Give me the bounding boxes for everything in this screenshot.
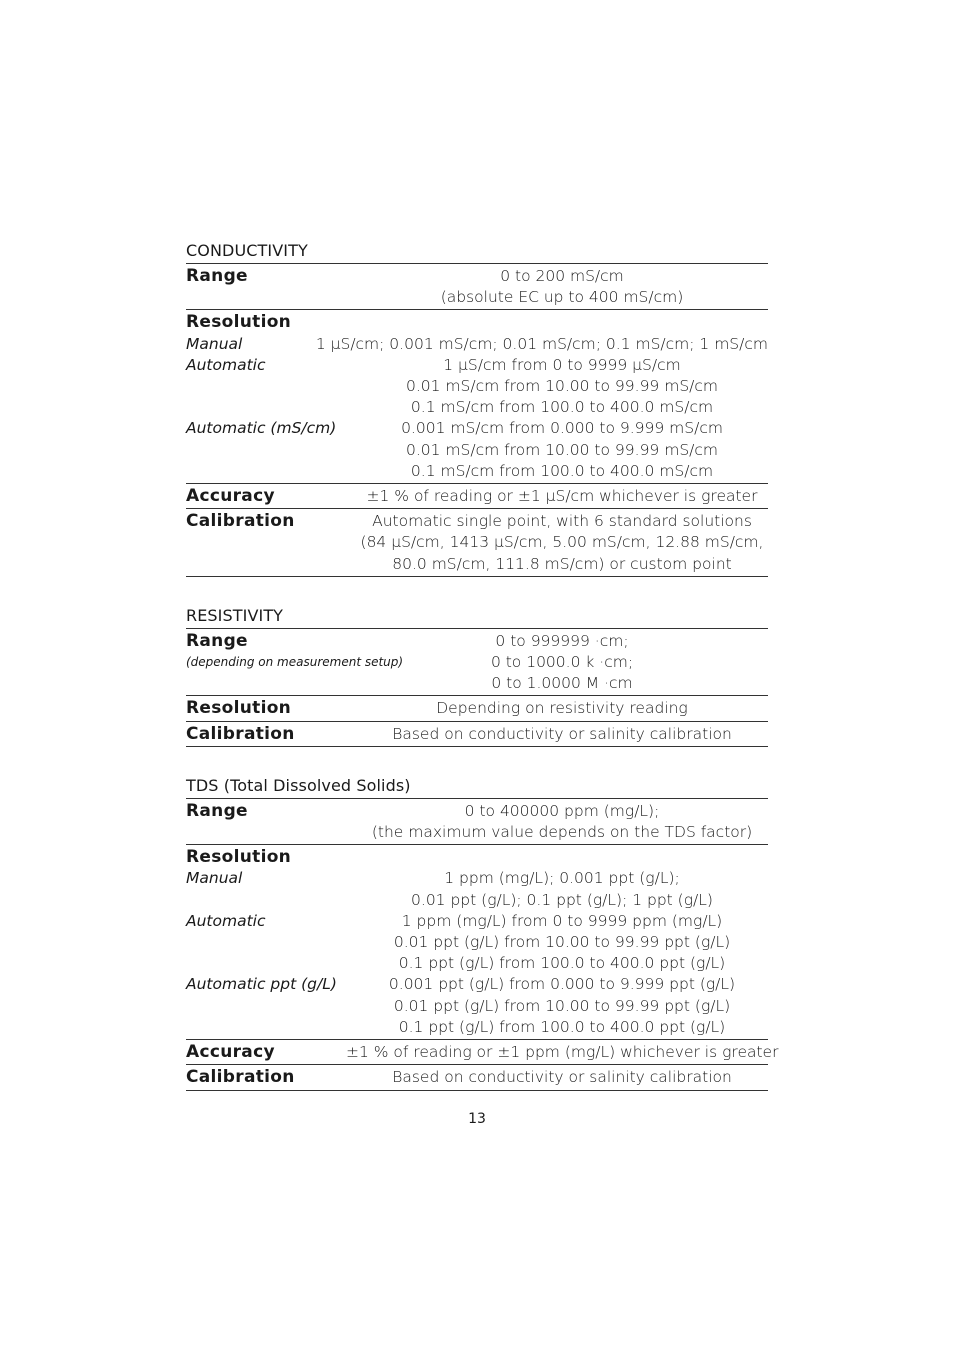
conductivity-range-value: 0 to 200 mS/cm (absolute EC up to 400 mS/cm) xyxy=(440,267,684,307)
calibration-label: Calibration xyxy=(186,511,295,532)
resistivity-title: RESISTIVITY xyxy=(186,605,768,629)
tds-range-row xyxy=(186,799,768,845)
automatic-ms-value: 0.001 mS/cm from 0.000 to 9.999 mS/cm 0.01 mS/cm from 10.00 to 99.99 mS/cm 0.1 mS/cm from 100.0 to 400.0 mS/cm xyxy=(401,419,723,480)
conductivity-accuracy-value: ±1 % of reading or ±1 μS/cm whichever is greater xyxy=(366,487,758,506)
automatic-value: 1 ppm (mg/L) from 0 to 9999 ppm (mg/L) 0.01 ppt (g/L) from 10.00 to 99.99 ppt (g/L) 0.1 ppt (g/L) from 100.0 to 400.0 ppt (g/L) xyxy=(393,911,731,973)
page-number: 13 xyxy=(468,1111,486,1127)
range-label: Range xyxy=(186,266,248,286)
conductivity-title: CONDUCTIVITY xyxy=(186,240,768,264)
automatic-label: Automatic xyxy=(186,355,266,374)
tds-title: TDS (Total Dissolved Solids) xyxy=(186,775,768,799)
conductivity-resolution-row xyxy=(186,310,768,484)
range-note: (depending on measurement setup) xyxy=(186,655,404,670)
conductivity-calibration-value: Automatic single point, with 6 standard solutions (84 μS/cm, 1413 μS/cm, 5.00 mS/cm, 12.88 mS/cm, 80.0 mS/cm, 111.8 mS/cm) or custom point xyxy=(360,512,764,573)
conductivity-range-row xyxy=(186,264,768,310)
resolution-label: Resolution xyxy=(186,847,292,868)
tds-range-value: 0 to 400000 ppm (mg/L); (the maximum value depends on the TDS factor) xyxy=(371,801,753,842)
calibration-label: Calibration xyxy=(186,723,295,744)
tds-calibration-row xyxy=(186,1065,768,1090)
conductivity-calibration-row xyxy=(186,509,768,577)
tds-resolution-row xyxy=(186,845,768,1040)
automatic-ppt-value: 0.001 ppt (g/L) from 0.000 to 9.999 ppt (g/L) 0.01 ppt (g/L) from 10.00 to 99.99 ppt (g/L) 0.1 ppt (g/L) from 100.0 to 400.0 ppt (g/L) xyxy=(388,975,736,1036)
manual-label: Manual xyxy=(186,869,243,888)
accuracy-label: Accuracy xyxy=(186,486,275,507)
resistivity-range-value: 0 to 999999 ·cm; 0 to 1000.0 k ·cm; 0 to 1.0000 M ·cm xyxy=(490,631,634,693)
automatic-ppt-label: Automatic ppt (g/L) xyxy=(186,975,337,994)
resistivity-range-row xyxy=(186,629,768,697)
automatic-label: Automatic xyxy=(186,911,266,930)
resolution-label: Resolution xyxy=(186,698,292,719)
range-label: Range xyxy=(186,630,248,651)
manual-value: 1 μS/cm; 0.001 mS/cm; 0.01 mS/cm; 0.1 mS/cm; 1 mS/cm xyxy=(315,334,768,353)
calibration-label: Calibration xyxy=(186,1067,295,1088)
resistivity-calibration-row xyxy=(186,722,768,747)
tds-calibration-value: Based on conductivity or salinity calibration xyxy=(392,1068,732,1087)
automatic-value: 1 μS/cm from 0 to 9999 μS/cm 0.01 mS/cm from 10.00 to 99.99 mS/cm 0.1 mS/cm from 100.0 to 400.0 mS/cm xyxy=(405,355,718,417)
resolution-label: Resolution xyxy=(186,312,292,333)
manual-label: Manual xyxy=(186,334,243,353)
resistivity-resolution-value: Depending on resistivity reading xyxy=(436,699,688,718)
resistivity-calibration-value: Based on conductivity or salinity calibration xyxy=(392,724,732,743)
automatic-ms-label: Automatic (mS/cm) xyxy=(186,419,337,438)
tds-accuracy-row xyxy=(186,1040,779,1065)
range-label: Range xyxy=(186,800,248,821)
resistivity-resolution-row xyxy=(186,696,768,721)
accuracy-label: Accuracy xyxy=(186,1042,275,1063)
conductivity-accuracy-row xyxy=(186,484,768,509)
manual-value: 1 ppm (mg/L); 0.001 ppt (g/L); 0.01 ppt (g/L); 0.1 ppt (g/L); 1 ppt (g/L) xyxy=(411,869,713,909)
tds-accuracy-value: ±1 % of reading or ±1 ppm (mg/L) whichever is greater xyxy=(346,1043,779,1062)
spec-page xyxy=(186,240,779,1091)
